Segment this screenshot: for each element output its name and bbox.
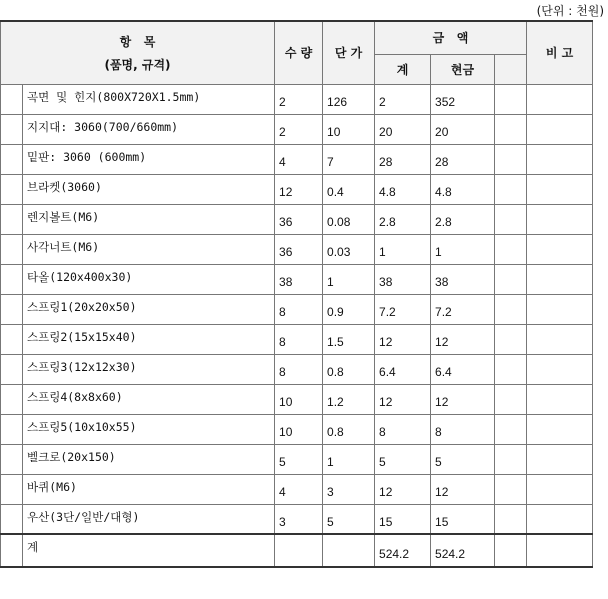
table-row <box>1 294 593 324</box>
amount-total-cell: 38 <box>375 264 431 294</box>
budget-table <box>0 20 593 568</box>
item-name-cell: 밑판: 3060 (600mm) <box>23 144 275 174</box>
table-row <box>1 504 593 534</box>
amount-total-cell: 12 <box>375 474 431 504</box>
table-row <box>1 384 593 414</box>
total-cash-cell: 524.2 <box>431 534 495 567</box>
amount-extra-cell <box>495 504 527 534</box>
amount-cash-cell: 8 <box>431 414 495 444</box>
unit-price-cell: 0.8 <box>323 354 375 384</box>
header-qty: 수 량 <box>275 21 323 84</box>
item-name-cell: 바퀴(M6) <box>23 474 275 504</box>
amount-extra-cell <box>495 264 527 294</box>
amount-extra-cell <box>495 84 527 114</box>
qty-cell: 10 <box>275 384 323 414</box>
total-price-cell <box>323 534 375 567</box>
amount-cash-cell: 12 <box>431 384 495 414</box>
unit-price-cell: 1 <box>323 444 375 474</box>
unit-label: (단위 : 천원) <box>536 4 604 18</box>
amount-total-cell: 7.2 <box>375 294 431 324</box>
amount-cash-cell: 1 <box>431 234 495 264</box>
table-row <box>1 114 593 144</box>
header-amount-cash: 현금 <box>431 54 495 84</box>
remark-cell <box>527 324 593 354</box>
item-name-cell: 스프링4(8x8x60) <box>23 384 275 414</box>
row-indent-cell <box>1 444 23 474</box>
amount-total-cell: 2 <box>375 84 431 114</box>
qty-cell: 8 <box>275 354 323 384</box>
remark-cell <box>527 354 593 384</box>
row-indent-cell <box>1 294 23 324</box>
qty-cell: 2 <box>275 114 323 144</box>
amount-total-cell: 15 <box>375 504 431 534</box>
unit-price-cell: 1 <box>323 264 375 294</box>
amount-extra-cell <box>495 354 527 384</box>
item-name-cell: 렌지볼트(M6) <box>23 204 275 234</box>
unit-price-cell: 7 <box>323 144 375 174</box>
amount-total-cell: 4.8 <box>375 174 431 204</box>
header-amount-extra <box>495 54 527 84</box>
amount-extra-cell <box>495 444 527 474</box>
amount-cash-cell: 28 <box>431 144 495 174</box>
amount-total-cell: 2.8 <box>375 204 431 234</box>
remark-cell <box>527 504 593 534</box>
remark-cell <box>527 264 593 294</box>
amount-cash-cell: 7.2 <box>431 294 495 324</box>
amount-cash-cell: 352 <box>431 84 495 114</box>
row-indent-cell <box>1 324 23 354</box>
table-row <box>1 264 593 294</box>
row-indent-cell <box>1 204 23 234</box>
qty-cell: 12 <box>275 174 323 204</box>
unit-price-cell: 0.4 <box>323 174 375 204</box>
item-name-cell: 스프링2(15x15x40) <box>23 324 275 354</box>
item-name-cell: 곡면 및 힌지(800X720X1.5mm) <box>23 84 275 114</box>
amount-extra-cell <box>495 174 527 204</box>
total-amount-cell: 524.2 <box>375 534 431 567</box>
amount-extra-cell <box>495 144 527 174</box>
unit-price-cell: 3 <box>323 474 375 504</box>
table-row <box>1 234 593 264</box>
table-row <box>1 354 593 384</box>
remark-cell <box>527 204 593 234</box>
total-remark-cell <box>527 534 593 567</box>
header-item <box>1 21 275 84</box>
qty-cell: 2 <box>275 84 323 114</box>
qty-cell: 3 <box>275 504 323 534</box>
unit-price-cell: 1.5 <box>323 324 375 354</box>
amount-cash-cell: 6.4 <box>431 354 495 384</box>
amount-cash-cell: 5 <box>431 444 495 474</box>
row-indent-cell <box>1 384 23 414</box>
remark-cell <box>527 384 593 414</box>
amount-cash-cell: 12 <box>431 324 495 354</box>
table-row <box>1 324 593 354</box>
total-extra-cell <box>495 534 527 567</box>
amount-extra-cell <box>495 114 527 144</box>
table-row <box>1 144 593 174</box>
item-name-cell: 타올(120x400x30) <box>23 264 275 294</box>
remark-cell <box>527 444 593 474</box>
qty-cell: 36 <box>275 234 323 264</box>
row-indent-cell <box>1 504 23 534</box>
total-label-cell: 계 <box>23 534 275 567</box>
item-name-cell: 벨크로(20x150) <box>23 444 275 474</box>
total-row <box>1 534 593 567</box>
unit-price-cell: 0.9 <box>323 294 375 324</box>
row-indent-cell <box>1 144 23 174</box>
qty-cell: 36 <box>275 204 323 234</box>
item-name-cell: 스프링3(12x12x30) <box>23 354 275 384</box>
table-row <box>1 414 593 444</box>
header-amount: 금 액 <box>375 21 527 54</box>
item-name-cell: 스프링5(10x10x55) <box>23 414 275 444</box>
row-indent-cell <box>1 174 23 204</box>
unit-price-cell: 0.03 <box>323 234 375 264</box>
table-row <box>1 84 593 114</box>
unit-price-cell: 126 <box>323 84 375 114</box>
qty-cell: 8 <box>275 294 323 324</box>
item-name-cell: 스프링1(20x20x50) <box>23 294 275 324</box>
remark-cell <box>527 474 593 504</box>
row-indent-cell <box>1 114 23 144</box>
header-amount-total: 계 <box>375 54 431 84</box>
amount-extra-cell <box>495 384 527 414</box>
table-row <box>1 174 593 204</box>
unit-price-cell: 0.08 <box>323 204 375 234</box>
remark-cell <box>527 114 593 144</box>
remark-cell <box>527 174 593 204</box>
remark-cell <box>527 294 593 324</box>
amount-cash-cell: 2.8 <box>431 204 495 234</box>
item-name-cell: 우산(3단/일반/대형) <box>23 504 275 534</box>
remark-cell <box>527 234 593 264</box>
amount-extra-cell <box>495 204 527 234</box>
row-indent-cell <box>1 264 23 294</box>
amount-extra-cell <box>495 324 527 354</box>
amount-total-cell: 5 <box>375 444 431 474</box>
unit-price-cell: 0.8 <box>323 414 375 444</box>
unit-price-cell: 5 <box>323 504 375 534</box>
table-row <box>1 444 593 474</box>
remark-cell <box>527 144 593 174</box>
item-name-cell: 지지대: 3060(700/660mm) <box>23 114 275 144</box>
row-indent-cell <box>1 354 23 384</box>
table-row <box>1 204 593 234</box>
amount-cash-cell: 38 <box>431 264 495 294</box>
amount-extra-cell <box>495 234 527 264</box>
row-indent-cell <box>1 84 23 114</box>
row-indent-cell <box>1 414 23 444</box>
amount-total-cell: 1 <box>375 234 431 264</box>
remark-cell <box>527 414 593 444</box>
total-qty-cell <box>275 534 323 567</box>
amount-total-cell: 8 <box>375 414 431 444</box>
row-indent-cell <box>1 234 23 264</box>
unit-price-cell: 10 <box>323 114 375 144</box>
amount-total-cell: 12 <box>375 384 431 414</box>
unit-price-cell: 1.2 <box>323 384 375 414</box>
header-remark: 비 고 <box>527 21 593 84</box>
item-name-cell: 사각너트(M6) <box>23 234 275 264</box>
amount-total-cell: 6.4 <box>375 354 431 384</box>
amount-cash-cell: 12 <box>431 474 495 504</box>
amount-total-cell: 28 <box>375 144 431 174</box>
row-indent-cell <box>1 474 23 504</box>
qty-cell: 4 <box>275 144 323 174</box>
qty-cell: 38 <box>275 264 323 294</box>
amount-total-cell: 12 <box>375 324 431 354</box>
amount-extra-cell <box>495 294 527 324</box>
qty-cell: 10 <box>275 414 323 444</box>
amount-cash-cell: 4.8 <box>431 174 495 204</box>
total-indent-cell <box>1 534 23 567</box>
remark-cell <box>527 84 593 114</box>
qty-cell: 5 <box>275 444 323 474</box>
amount-cash-cell: 20 <box>431 114 495 144</box>
header-item-line1: 항 목 <box>119 34 156 49</box>
header-item-line2: (품명, 규격) <box>104 57 171 72</box>
header-unit-price: 단 가 <box>323 21 375 84</box>
table-row <box>1 474 593 504</box>
amount-extra-cell <box>495 474 527 504</box>
item-name-cell: 브라켓(3060) <box>23 174 275 204</box>
qty-cell: 4 <box>275 474 323 504</box>
amount-cash-cell: 15 <box>431 504 495 534</box>
amount-extra-cell <box>495 414 527 444</box>
amount-total-cell: 20 <box>375 114 431 144</box>
qty-cell: 8 <box>275 324 323 354</box>
